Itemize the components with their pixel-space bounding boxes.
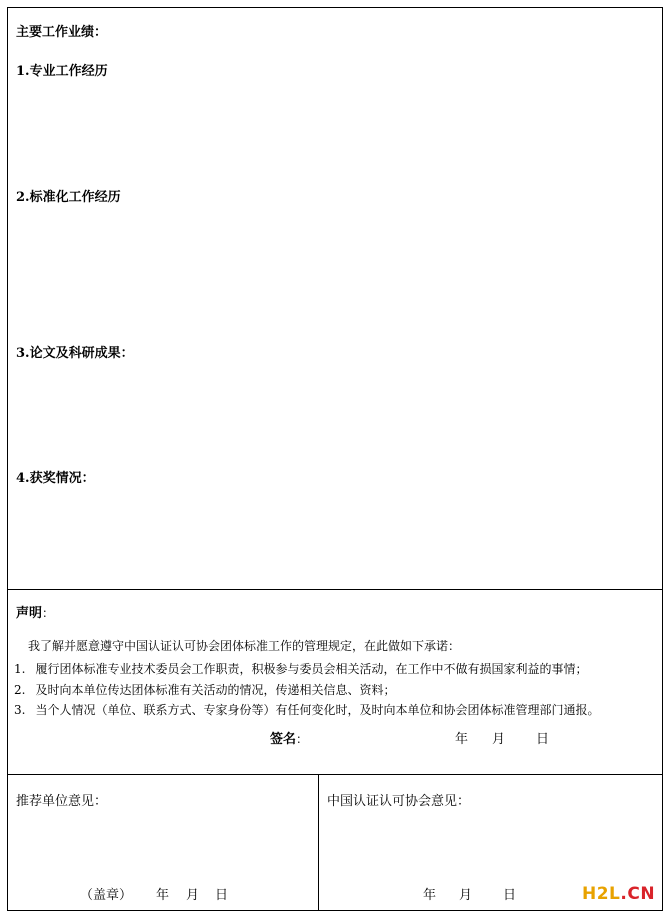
declaration-item-2: 2. 及时向本单位传达团体标准有关活动的情况，传递相关信息、资料； bbox=[14, 683, 396, 697]
declaration-item-3: 3. 当个人情况（单位、联系方式、专家身份等）有任何变化时，及时向本单位和协会团体标准管理部门通报。 bbox=[14, 703, 600, 717]
declaration-heading: 声明： bbox=[16, 606, 55, 621]
declaration-date-day: 日 bbox=[536, 732, 550, 747]
divider-opinions bbox=[7, 774, 663, 775]
standardization-experience-label: 2.标准化工作经历 bbox=[16, 190, 121, 205]
divider-declaration bbox=[7, 589, 663, 590]
association-opinion-label: 中国认证认可协会意见： bbox=[327, 794, 471, 809]
left-date-day: 日 bbox=[215, 888, 229, 903]
papers-research-label: 3.论文及科研成果： bbox=[16, 346, 134, 361]
right-date-year: 年 bbox=[423, 888, 437, 903]
right-date-day: 日 bbox=[503, 888, 517, 903]
declaration-date-year: 年 bbox=[455, 732, 469, 747]
declaration-date-month: 月 bbox=[492, 732, 506, 747]
achievements-heading: 主要工作业绩： bbox=[16, 25, 108, 40]
h2l-watermark-logo: H2L.CN bbox=[582, 884, 656, 904]
form-frame bbox=[7, 7, 663, 911]
declaration-item-1: 1. 履行团体标准专业技术委员会工作职责，积极参与委员会相关活动，在工作中不做有损国家利益的事情； bbox=[14, 662, 588, 676]
left-date-month: 月 bbox=[186, 888, 200, 903]
right-date-month: 月 bbox=[459, 888, 473, 903]
divider-opinion-columns bbox=[318, 774, 319, 911]
declaration-intro: 我了解并愿意遵守中国认证认可协会团体标准工作的管理规定，在此做如下承诺： bbox=[28, 639, 461, 653]
awards-label: 4.获奖情况： bbox=[16, 471, 95, 486]
left-date-year: 年 bbox=[156, 888, 170, 903]
signature-label: 签名： bbox=[270, 732, 309, 747]
stamp-label: （盖章） bbox=[80, 888, 133, 903]
recommending-unit-opinion-label: 推荐单位意见： bbox=[16, 794, 108, 809]
work-experience-label: 1.专业工作经历 bbox=[16, 64, 108, 79]
